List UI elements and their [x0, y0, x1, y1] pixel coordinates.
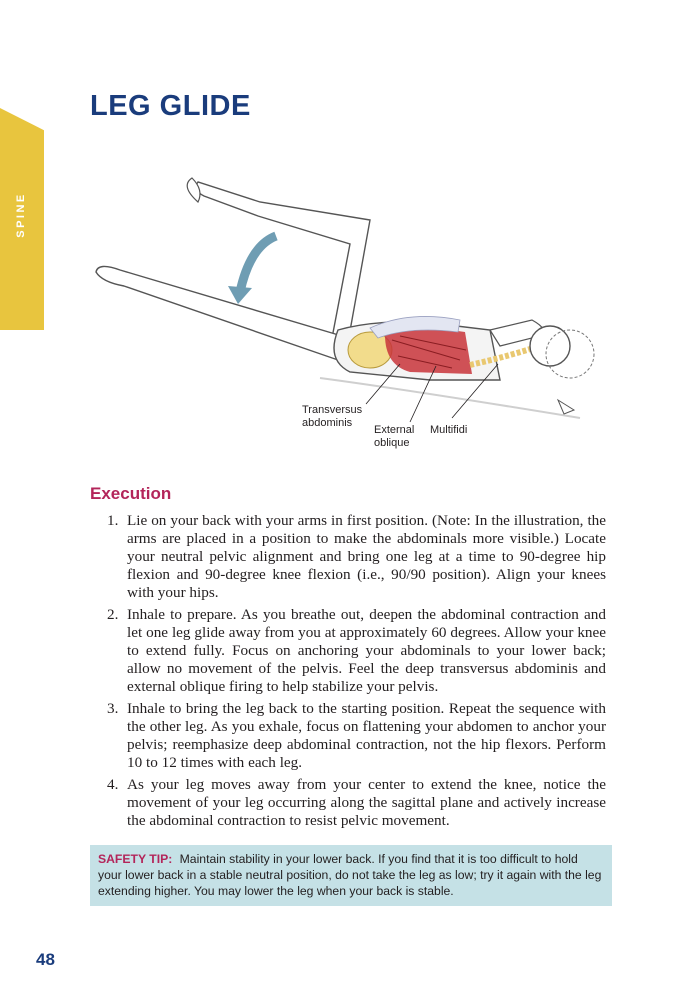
motion-arrow-head: [228, 286, 252, 304]
exercise-illustration: [80, 160, 620, 460]
step-text: Inhale to prepare. As you breathe out, deepen the abdominal contraction and let one leg glide away from you at approximately 60 degrees. Allow your knee to extend fully. Focus on anchoring your abdominals to your lower back; allow no movement of the pelvis. Feel the deep transversus abdominis and external oblique firing to help stabilize your pelvis.: [127, 606, 606, 695]
page-title: LEG GLIDE: [90, 90, 251, 122]
step-item: [90, 776, 606, 830]
label-transversus: Transversus abdominis: [302, 404, 363, 429]
label-multifidi: Multifidi: [430, 424, 468, 436]
step-text: Lie on your back with your arms in first position. (Note: In the illustration, the arms are placed in a position to make the abdominals more visible.) Locate your neutral pelvic alignment and bring one leg at a time to 90-degree hip flexion and 90-degree knee flexion (i.e., 90/90 position). Align your knees with your hips.: [127, 512, 606, 601]
step-item: [90, 606, 606, 696]
section-tab-label: SPINE: [15, 192, 27, 238]
hand: [558, 400, 574, 414]
step-number: 3.: [107, 700, 119, 717]
motion-arrow-shaft: [240, 236, 276, 292]
safety-tip-label: SAFETY TIP:: [98, 852, 173, 866]
step-number: 1.: [107, 512, 119, 529]
step-item: [90, 700, 606, 772]
execution-heading: Execution: [90, 484, 172, 503]
extended-leg: [96, 266, 342, 360]
step-number: 4.: [107, 776, 119, 793]
safety-tip-text: Maintain stability in your lower back. If you find that it is too difficult to hold your lower back in a stable neutral position, do not take the leg as low; try it again with the leg extending higher. You may lower the leg when your back is stable.: [98, 852, 602, 898]
page-number: 48: [36, 950, 55, 969]
step-text: Inhale to bring the leg back to the starting position. Repeat the sequence with the other leg. As you exhale, focus on flattening your abdomen to anchor your pelvis; reemphasize deep abdominal contraction, not the hip flexors. Perform 10 to 12 times with each leg.: [127, 700, 606, 771]
step-text: As your leg moves away from your center to extend the knee, notice the movement of your leg occurring along the sagittal plane and actively increase the abdominal contraction to resist pelvic movement.: [127, 776, 606, 829]
execution-steps: [90, 512, 606, 834]
label-external-oblique: External oblique: [374, 424, 415, 449]
safety-tip-box: [90, 845, 612, 906]
head: [530, 326, 570, 366]
step-number: 2.: [107, 606, 119, 623]
step-item: [90, 512, 606, 602]
